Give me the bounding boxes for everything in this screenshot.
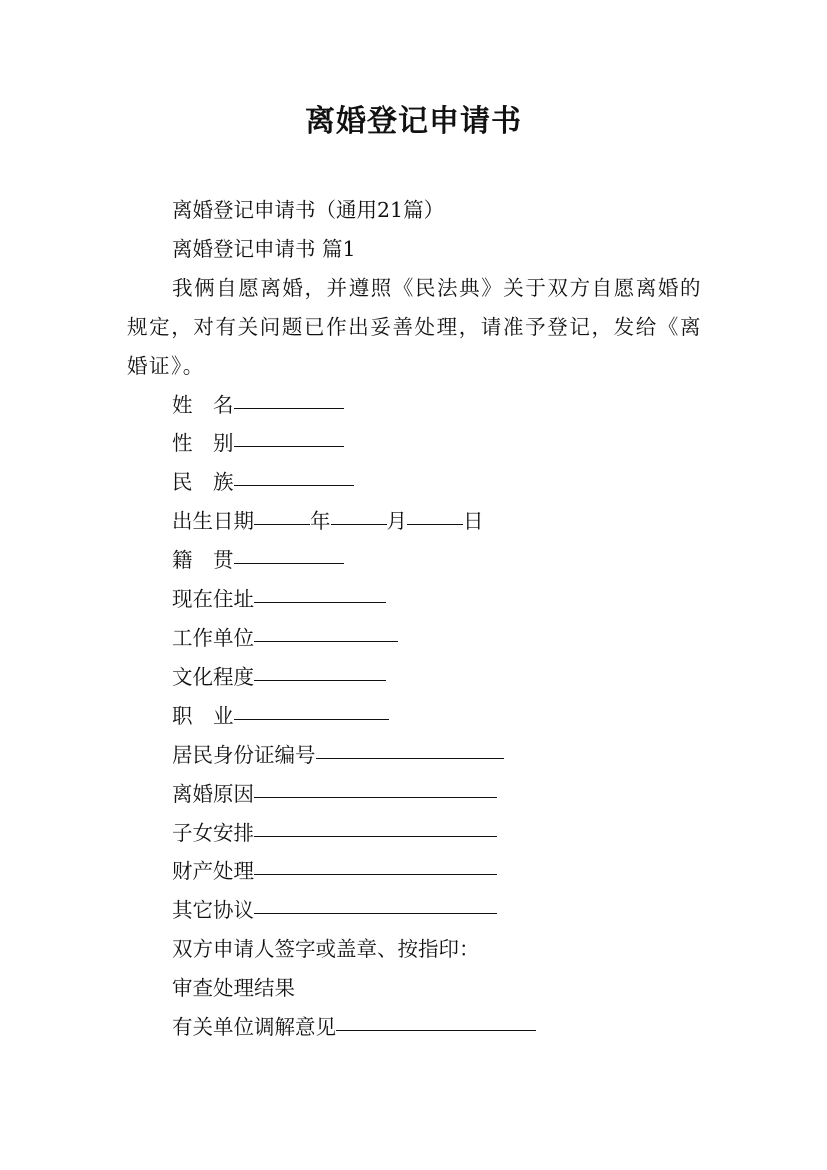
- ethnicity-label: 民 族: [172, 470, 234, 495]
- employer-label: 工作单位: [172, 625, 254, 650]
- birth-month-blank[interactable]: [331, 523, 387, 525]
- id-number-field: [127, 736, 702, 775]
- ethnicity-blank[interactable]: [234, 484, 354, 486]
- signature-line: 双方申请人签字或盖章、按指印：: [172, 937, 480, 962]
- month-label: 月: [386, 509, 407, 534]
- section-heading: 离婚登记申请书 篇1: [172, 236, 356, 261]
- address-blank[interactable]: [254, 601, 386, 603]
- birth-day-blank[interactable]: [407, 523, 463, 525]
- address-label: 现在住址: [172, 587, 254, 612]
- name-label: 姓 名: [172, 392, 234, 417]
- name-blank[interactable]: [234, 407, 344, 409]
- id-number-blank[interactable]: [316, 757, 504, 759]
- native-place-label: 籍 贯: [172, 548, 234, 573]
- mediation-opinion-blank[interactable]: [336, 1029, 536, 1031]
- id-number-label: 居民身份证编号: [172, 742, 316, 767]
- divorce-reason-blank[interactable]: [254, 796, 497, 798]
- children-arrangement-field: [127, 814, 702, 853]
- year-label: 年: [310, 509, 331, 534]
- education-field: [127, 658, 702, 697]
- mediation-opinion-label: 有关单位调解意见: [172, 1015, 336, 1040]
- property-handling-field: [127, 852, 702, 891]
- education-label: 文化程度: [172, 664, 254, 689]
- address-field: [127, 580, 702, 619]
- birth-date-field: [127, 502, 702, 541]
- property-handling-blank[interactable]: [254, 873, 497, 875]
- other-agreement-blank[interactable]: [254, 912, 497, 914]
- review-result: 审查处理结果: [172, 976, 295, 1001]
- ethnicity-field: [127, 463, 702, 502]
- employer-blank[interactable]: [254, 640, 398, 642]
- occupation-blank[interactable]: [234, 718, 389, 720]
- name-field: [127, 386, 702, 425]
- day-label: 日: [463, 509, 484, 534]
- gender-blank[interactable]: [234, 445, 344, 447]
- occupation-label: 职 业: [172, 703, 234, 728]
- document-body: [127, 191, 702, 1047]
- children-arrangement-label: 子女安排: [172, 820, 254, 845]
- birth-year-blank[interactable]: [254, 523, 310, 525]
- employer-field: [127, 619, 702, 658]
- children-arrangement-blank[interactable]: [254, 835, 497, 837]
- intro-paragraph: 我俩自愿离婚，并遵照《民法典》关于双方自愿离婚的规定，对有关问题已作出妥善处理，请准予登记，发给《离婚证》。: [127, 275, 702, 378]
- mediation-opinion-field: [127, 1008, 702, 1047]
- divorce-reason-label: 离婚原因: [172, 781, 254, 806]
- other-agreement-field: [127, 891, 702, 930]
- education-blank[interactable]: [254, 679, 386, 681]
- document-subtitle: 离婚登记申请书（通用21篇）: [172, 198, 445, 222]
- divorce-reason-field: [127, 775, 702, 814]
- property-handling-label: 财产处理: [172, 859, 254, 884]
- native-place-field: [127, 541, 702, 580]
- gender-field: [127, 424, 702, 463]
- other-agreement-label: 其它协议: [172, 898, 254, 923]
- native-place-blank[interactable]: [234, 562, 344, 564]
- document-title: 离婚登记申请书: [305, 104, 522, 139]
- gender-label: 性 别: [172, 431, 234, 456]
- birth-date-label: 出生日期: [172, 509, 254, 534]
- occupation-field: [127, 697, 702, 736]
